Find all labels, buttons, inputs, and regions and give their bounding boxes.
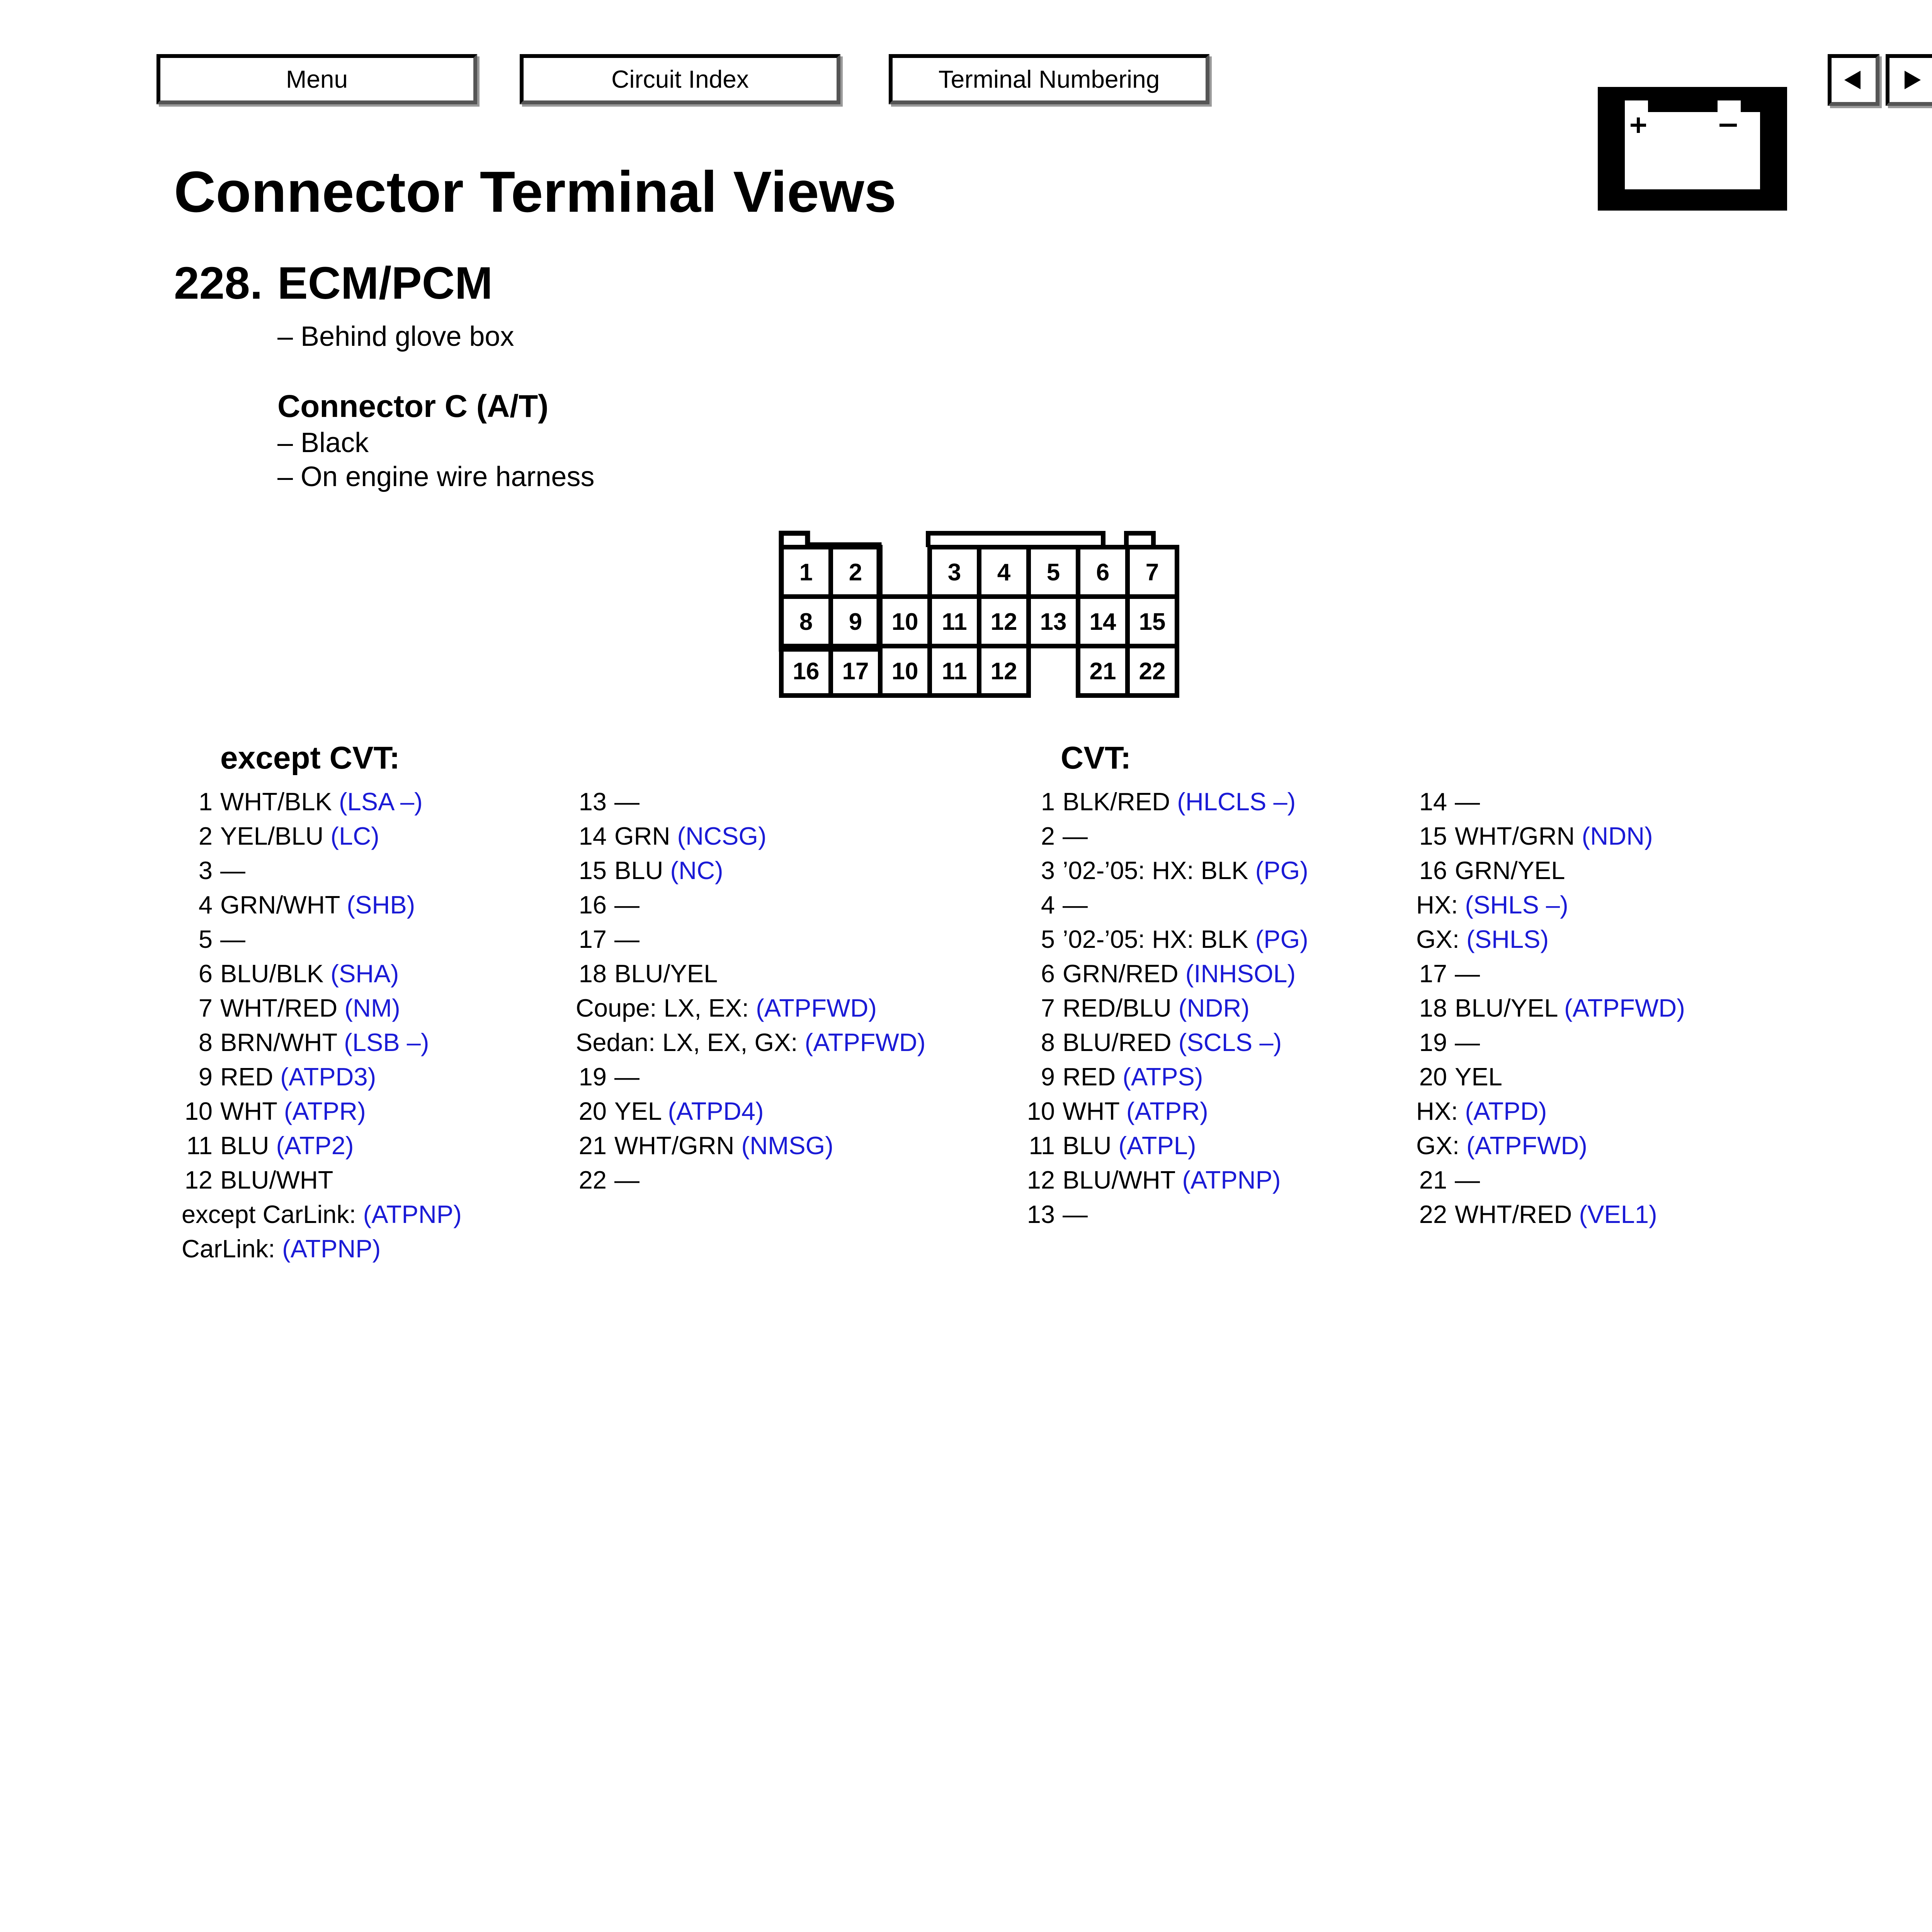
pin-number: 8 (1041, 1028, 1055, 1056)
terminal-label: 21 (1089, 658, 1116, 685)
pin-number: 4 (198, 891, 213, 919)
terminal-label: 2 (849, 559, 862, 586)
pin-row (182, 991, 462, 1025)
variant-label: except CarLink: (182, 1200, 363, 1228)
pin-number: 8 (198, 1028, 213, 1056)
terminal-label: 10 (891, 658, 918, 685)
pin-row (1024, 888, 1308, 922)
component-location: – Behind glove box (277, 321, 514, 352)
signal-link[interactable]: (ATP2) (269, 1131, 354, 1160)
wire-color: — (1455, 1166, 1480, 1194)
terminal-label: 1 (799, 559, 813, 586)
wire-color: BLU/BLK (SHA) (220, 959, 399, 988)
signal-link[interactable]: (NDR) (1171, 994, 1250, 1022)
terminal-label: 13 (1040, 609, 1067, 635)
pin-number: 17 (578, 925, 607, 953)
wire-color: BLU/YEL (ATPFWD) (1455, 994, 1685, 1022)
circuit-index-button[interactable]: Circuit Index (520, 54, 840, 104)
wire-color: WHT/GRN (NDN) (1455, 822, 1653, 850)
terminal-label: 3 (947, 559, 961, 586)
wire-color: — (220, 856, 245, 884)
pin-number: 12 (1027, 1166, 1055, 1194)
pin-number: 10 (184, 1097, 213, 1125)
terminal-label: 6 (1096, 559, 1110, 586)
pin-row (182, 1128, 462, 1163)
pin-number: 10 (1027, 1097, 1055, 1125)
pin-variant (1416, 1128, 1685, 1163)
variant-label: HX: (1416, 891, 1465, 919)
pin-variant (576, 1025, 925, 1060)
connector-color: – Black (277, 427, 369, 458)
signal-link[interactable]: (ATPNP) (1175, 1166, 1281, 1194)
pin-number: 3 (198, 856, 213, 884)
signal-link[interactable]: (ATPNP) (282, 1235, 381, 1263)
pin-row (576, 819, 925, 853)
pin-row (182, 1163, 462, 1197)
pin-row (1024, 991, 1308, 1025)
terminal-label: 11 (942, 658, 967, 685)
signal-link[interactable]: (ATPD4) (661, 1097, 764, 1125)
pin-row (1416, 991, 1685, 1025)
pin-variant (1416, 922, 1685, 956)
signal-link[interactable]: (SHA) (323, 959, 399, 988)
pin-number: 5 (1041, 925, 1055, 953)
pin-row (1024, 853, 1308, 888)
signal-link[interactable]: (ATPNP) (363, 1200, 462, 1228)
terminal-label: 15 (1139, 609, 1166, 635)
except-cvt-pin-list-2 (576, 784, 925, 1197)
terminal-numbering-button[interactable]: Terminal Numbering (889, 54, 1209, 104)
pin-number: 19 (578, 1063, 607, 1091)
pin-row (182, 784, 462, 819)
pin-row (182, 922, 462, 956)
signal-link[interactable]: (NMSG) (734, 1131, 833, 1160)
terminal-label: 11 (942, 609, 967, 635)
pin-number: 13 (1027, 1200, 1055, 1228)
pin-number: 20 (578, 1097, 607, 1125)
pin-row (576, 1094, 925, 1128)
pin-row (182, 1060, 462, 1094)
signal-link[interactable]: (NCSG) (670, 822, 767, 850)
pin-variant (182, 1231, 462, 1266)
pin-row (1416, 819, 1685, 853)
signal-link[interactable]: (ATPD) (1465, 1097, 1547, 1125)
pin-row (1024, 1025, 1308, 1060)
pin-number: 9 (1041, 1063, 1055, 1091)
pin-number: 2 (198, 822, 213, 850)
pin-row (1416, 1025, 1685, 1060)
wire-color: — (614, 925, 639, 953)
pin-row (576, 1163, 925, 1197)
pin-number: 4 (1041, 891, 1055, 919)
wire-color: GRN/WHT (SHB) (220, 891, 415, 919)
pin-row (1024, 1197, 1308, 1231)
wire-color: BLK/RED (HLCLS –) (1063, 787, 1296, 816)
signal-link[interactable]: (ATPS) (1116, 1063, 1203, 1091)
signal-link[interactable]: (ATPFWD) (756, 994, 877, 1022)
terminal-label: 14 (1089, 609, 1116, 635)
pin-row (182, 888, 462, 922)
variant-label: GX: (1416, 925, 1467, 953)
wire-color: — (614, 787, 639, 816)
wire-color: WHT (ATPR) (220, 1097, 366, 1125)
pin-row (1024, 956, 1308, 991)
connector-name: Connector C (A/T) (277, 389, 549, 424)
pin-row (1024, 922, 1308, 956)
variant-label: Sedan: LX, EX, GX: (576, 1028, 805, 1056)
pin-row (182, 819, 462, 853)
signal-link[interactable]: (ATPFWD) (1466, 1131, 1587, 1160)
pin-row (182, 1025, 462, 1060)
pin-row (576, 922, 925, 956)
signal-link[interactable]: (HLCLS –) (1170, 787, 1296, 816)
pin-row (1416, 1197, 1685, 1231)
pin-number: 1 (198, 787, 213, 816)
cvt-heading: CVT: (1061, 740, 1131, 776)
pin-number: 16 (1419, 856, 1447, 884)
pin-number: 21 (578, 1131, 607, 1160)
signal-link[interactable]: (SHLS –) (1465, 891, 1568, 919)
terminal-label: 17 (842, 658, 869, 685)
pin-row (1024, 1094, 1308, 1128)
battery-icon (1598, 87, 1787, 211)
wire-color: BLU/YEL (614, 959, 718, 988)
wire-color: — (1455, 1028, 1480, 1056)
variant-label: GX: (1416, 1131, 1467, 1160)
terminal-label: 4 (997, 559, 1011, 586)
terminal-label: 12 (990, 609, 1017, 635)
pin-row (576, 784, 925, 819)
pin-row (182, 1094, 462, 1128)
pin-row (576, 888, 925, 922)
signal-link[interactable]: (SCLS –) (1171, 1028, 1282, 1056)
wire-color: ’02-’05: HX: BLK (PG) (1063, 925, 1308, 953)
terminal-label: 10 (891, 609, 918, 635)
pin-row (1024, 1060, 1308, 1094)
pin-variant (182, 1197, 462, 1231)
wire-color: BLU (ATPL) (1063, 1131, 1196, 1160)
pin-number: 14 (1419, 787, 1447, 816)
pin-row (576, 1060, 925, 1094)
wire-color: WHT/GRN (NMSG) (614, 1131, 833, 1160)
signal-link[interactable]: (SHLS) (1466, 925, 1549, 953)
section-number: 228. (174, 258, 263, 309)
connector-diagram (773, 526, 1190, 711)
pin-number: 11 (186, 1131, 213, 1160)
pin-row (1416, 1060, 1685, 1094)
signal-link[interactable]: (NM) (337, 994, 400, 1022)
terminal-label: 9 (849, 609, 862, 635)
variant-label: HX: (1416, 1097, 1465, 1125)
wire-color: ’02-’05: HX: BLK (PG) (1063, 856, 1308, 884)
pin-number: 17 (1419, 959, 1447, 988)
pin-row (1416, 1163, 1685, 1197)
pin-number: 5 (198, 925, 213, 953)
signal-link[interactable]: (ATPFWD) (804, 1028, 926, 1056)
pin-row (576, 956, 925, 991)
wire-color: — (1063, 822, 1088, 850)
arrow-left-icon (1842, 68, 1865, 92)
pin-number: 15 (578, 856, 607, 884)
pin-number: 16 (578, 891, 607, 919)
signal-link[interactable]: (PG) (1248, 925, 1308, 953)
signal-link[interactable]: (ATPL) (1111, 1131, 1196, 1160)
wire-color: GRN (NCSG) (614, 822, 767, 850)
wire-color: RED (ATPD3) (220, 1063, 376, 1091)
pin-row (182, 853, 462, 888)
signal-link[interactable]: (LSA –) (332, 787, 423, 816)
signal-link[interactable]: (ATPR) (277, 1097, 366, 1125)
signal-link[interactable]: (ATPR) (1119, 1097, 1208, 1125)
pin-number: 21 (1419, 1166, 1447, 1194)
pin-number: 18 (578, 959, 607, 988)
wire-color: — (614, 1166, 639, 1194)
wire-color: YEL/BLU (LC) (220, 822, 379, 850)
signal-link[interactable]: (ATPFWD) (1557, 994, 1685, 1022)
signal-link[interactable]: (SHB) (340, 891, 415, 919)
next-page-button[interactable] (1886, 54, 1932, 106)
wire-color: WHT/RED (VEL1) (1455, 1200, 1657, 1228)
pin-number: 7 (1041, 994, 1055, 1022)
signal-link[interactable]: (NC) (663, 856, 723, 884)
pin-number: 20 (1419, 1063, 1447, 1091)
pin-row (1416, 853, 1685, 888)
pin-number: 12 (184, 1166, 213, 1194)
wire-color: — (1455, 959, 1480, 988)
pin-row (1416, 784, 1685, 819)
connector-harness: – On engine wire harness (277, 461, 595, 492)
page-title: Connector Terminal Views (174, 159, 896, 224)
pin-number: 22 (1419, 1200, 1447, 1228)
pin-number: 15 (1419, 822, 1447, 850)
pin-variant (1416, 1094, 1685, 1128)
terminal-label: 12 (990, 658, 1017, 685)
pin-number: 9 (198, 1063, 213, 1091)
variant-label: CarLink: (182, 1235, 282, 1263)
pin-number: 11 (1029, 1131, 1055, 1160)
pin-number: 3 (1041, 856, 1055, 884)
signal-link[interactable]: (LC) (323, 822, 379, 850)
terminal-label: 8 (799, 609, 813, 635)
pin-number: 19 (1419, 1028, 1447, 1056)
wire-color: BRN/WHT (LSB –) (220, 1028, 429, 1056)
wire-color: — (614, 1063, 639, 1091)
wire-color: BLU (NC) (614, 856, 723, 884)
wire-color: BLU/RED (SCLS –) (1063, 1028, 1282, 1056)
signal-link[interactable]: (LSB –) (337, 1028, 429, 1056)
wire-color: BLU (ATP2) (220, 1131, 354, 1160)
pin-variant (1416, 888, 1685, 922)
wire-color: RED/BLU (NDR) (1063, 994, 1250, 1022)
terminal-label: 16 (793, 658, 820, 685)
except-cvt-pin-list-1 (182, 784, 462, 1266)
wire-color: — (1063, 891, 1088, 919)
wire-color: GRN/RED (INHSOL) (1063, 959, 1296, 988)
arrow-right-icon (1900, 68, 1923, 92)
pin-number: 18 (1419, 994, 1447, 1022)
pin-row (182, 956, 462, 991)
wire-color: WHT (ATPR) (1063, 1097, 1208, 1125)
wire-color: — (220, 925, 245, 953)
terminal-label: 7 (1145, 559, 1159, 586)
wire-color: — (1455, 787, 1480, 816)
pin-number: 7 (198, 994, 213, 1022)
signal-link[interactable]: (NDN) (1575, 822, 1653, 850)
terminal-label: 22 (1139, 658, 1166, 685)
except-cvt-heading: except CVT: (220, 740, 400, 776)
pin-row (576, 1128, 925, 1163)
pin-row (1024, 784, 1308, 819)
wire-color: WHT/RED (NM) (220, 994, 400, 1022)
pin-row (1024, 1163, 1308, 1197)
wire-color: YEL (ATPD4) (614, 1097, 764, 1125)
previous-page-button[interactable] (1828, 54, 1879, 106)
pin-row (1416, 956, 1685, 991)
wire-color: WHT/BLK (LSA –) (220, 787, 423, 816)
wire-color: BLU/WHT (ATPNP) (1063, 1166, 1281, 1194)
cvt-pin-list-2 (1416, 784, 1685, 1231)
wire-color: RED (ATPS) (1063, 1063, 1203, 1091)
variant-label: Coupe: LX, EX: (576, 994, 756, 1022)
pin-variant (576, 991, 925, 1025)
wire-color: GRN/YEL (1455, 856, 1565, 884)
wire-color: YEL (1455, 1063, 1502, 1091)
signal-link[interactable]: (INHSOL) (1178, 959, 1296, 988)
pin-row (1024, 819, 1308, 853)
pin-row (1024, 1128, 1308, 1163)
pin-number: 6 (1041, 959, 1055, 988)
pin-number: 1 (1041, 787, 1055, 816)
menu-button[interactable]: Menu (156, 54, 477, 104)
pin-number: 14 (578, 822, 607, 850)
wire-color: — (614, 891, 639, 919)
pin-number: 6 (198, 959, 213, 988)
pin-row (576, 853, 925, 888)
section-name: ECM/PCM (277, 258, 493, 309)
signal-link[interactable]: (PG) (1248, 856, 1308, 884)
wire-color: BLU/WHT (220, 1166, 333, 1194)
signal-link[interactable]: (VEL1) (1572, 1200, 1657, 1228)
pin-number: 13 (578, 787, 607, 816)
terminal-label: 5 (1046, 559, 1060, 586)
signal-link[interactable]: (ATPD3) (273, 1063, 376, 1091)
pin-number: 2 (1041, 822, 1055, 850)
cvt-pin-list-1 (1024, 784, 1308, 1231)
wire-color: — (1063, 1200, 1088, 1228)
pin-number: 22 (578, 1166, 607, 1194)
